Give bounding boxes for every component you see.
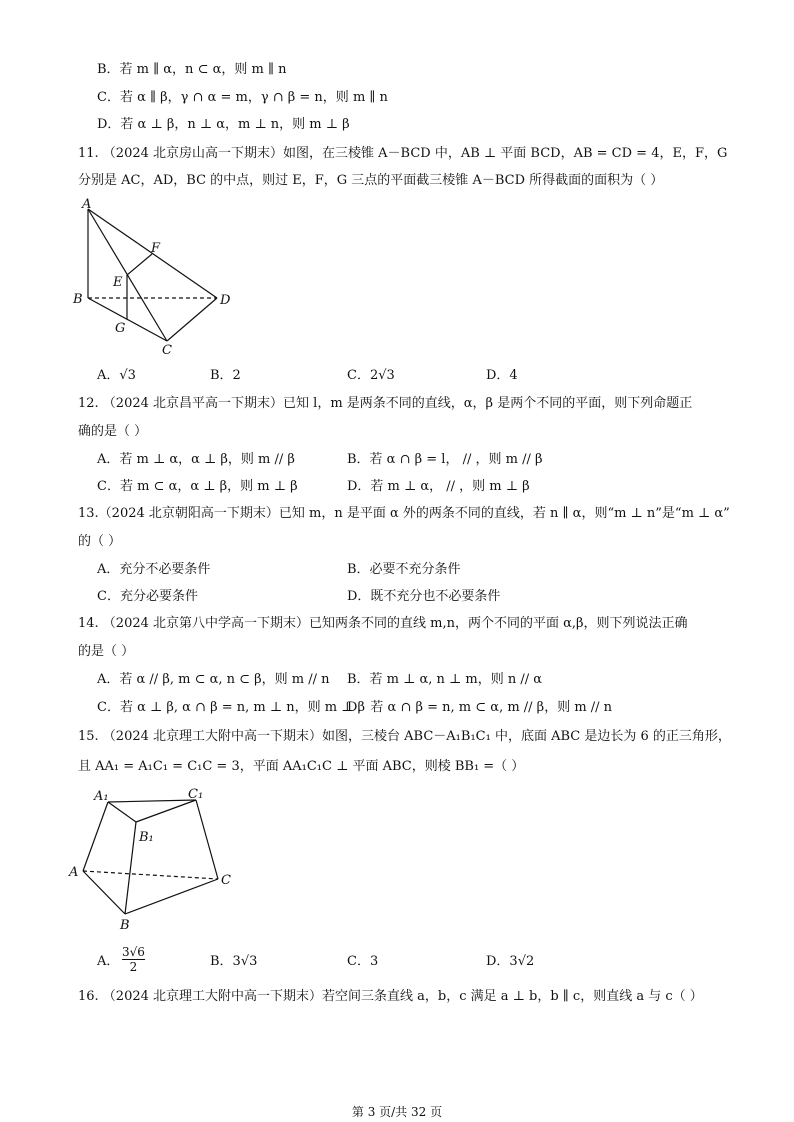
q13-option-a: A．充分不必要条件 — [97, 562, 211, 577]
q13-stem-line1: 13.（2024 北京朝阳高一下期末）已知 m，n 是平面 α 外的两条不同的直线，若 n ∥ α，则“m ⊥ n”是“m ⊥ α” — [78, 506, 730, 521]
q15-option-d: D．3√2 — [486, 954, 535, 969]
fraction-numerator: 3√6 — [122, 945, 145, 959]
q13-stem-line2: 的（ ） — [78, 534, 122, 549]
q11-stem-line1: 11. （2024 北京房山高一下期末）如图，在三棱锥 A－BCD 中，AB ⊥ 平面 BCD，AB = CD = 4，E，F，G — [78, 146, 728, 161]
q12-stem-line1: 12. （2024 北京昌平高一下期末）已知 l，m 是两条不同的直线，α，β 是两个不同的平面，则下列命题正 — [78, 396, 693, 411]
label-c: C — [162, 343, 172, 358]
q14-option-c: C．若 α ⊥ β, α ∩ β = n, m ⊥ n，则 m ⊥ β — [97, 700, 366, 715]
q10-option-d: D．若 α ⊥ β，n ⊥ α，m ⊥ n，则 m ⊥ β — [97, 117, 350, 132]
label-a1: A₁ — [94, 789, 109, 804]
label-d: D — [220, 293, 231, 308]
q12-option-d: D．若 m ⊥ α， // ，则 m ⊥ β — [347, 479, 530, 494]
q15-stem-line1: 15. （2024 北京理工大附中高一下期末）如图，三棱台 ABC－A₁B₁C₁ 中，底面 ABC 是边长为 6 的正三角形， — [78, 729, 731, 744]
q12-stem-line2: 确的是（ ） — [78, 424, 148, 439]
q13-option-b: B．必要不充分条件 — [347, 562, 461, 577]
edge-bc — [125, 879, 218, 914]
q12-option-a: A．若 m ⊥ α，α ⊥ β，则 m // β — [97, 452, 295, 467]
q15-option-a-label: A． — [97, 954, 120, 969]
edge-cd — [167, 298, 217, 341]
q14-option-b: B．若 m ⊥ α, n ⊥ m，则 n // α — [347, 672, 543, 687]
edge-b1c1 — [136, 800, 196, 822]
q15-stem-line2: 且 AA₁ = A₁C₁ = C₁C = 3，平面 AA₁C₁C ⊥ 平面 ABC，则棱 BB₁ =（ ） — [78, 759, 525, 774]
q14-option-d: D．若 α ∩ β = n, m ⊂ α, m // β，则 m // n — [347, 700, 613, 715]
q10-option-b: B．若 m ∥ α，n ⊂ α，则 m ∥ n — [97, 62, 287, 77]
label-g: G — [115, 321, 126, 336]
edge-aa1 — [83, 802, 108, 871]
label-a: A — [82, 197, 92, 212]
q14-stem-line1: 14. （2024 北京第八中学高一下期末）已知两条不同的直线 m,n，两个不同的平面 α,β，则下列说法正确 — [78, 616, 688, 631]
q13-option-d: D．既不充分也不必要条件 — [347, 589, 501, 604]
q16-stem-line1: 16. （2024 北京理工大附中高一下期末）若空间三条直线 a，b，c 满足 a ⊥ b，b ∥ c，则直线 a 与 c（ ） — [78, 989, 703, 1004]
label-b: B — [120, 918, 130, 933]
edge-ab — [83, 871, 125, 914]
q11-option-a: A．√3 — [97, 368, 136, 383]
q15-option-a-fraction — [122, 945, 145, 974]
edge-a1b1 — [108, 802, 136, 822]
label-b1: B₁ — [139, 830, 154, 845]
q11-option-c: C．2√3 — [347, 368, 395, 383]
label-c1: C₁ — [188, 787, 204, 802]
q14-stem-line2: 的是（ ） — [78, 644, 135, 659]
label-c: C — [221, 873, 231, 888]
label-b: B — [73, 292, 83, 307]
q11-option-b: B．2 — [210, 368, 241, 383]
label-f: F — [151, 241, 161, 256]
label-a: A — [69, 865, 79, 880]
fraction-denominator: 2 — [122, 959, 145, 974]
edge-ac-hidden — [83, 871, 218, 879]
q11-option-d: D．4 — [486, 368, 518, 383]
q11-stem-line2: 分别是 AC，AD，BC 的中点，则过 E，F，G 三点的平面截三棱锥 A－BCD 所得截面的面积为（ ） — [78, 173, 664, 188]
q15-option-b: B．3√3 — [210, 954, 258, 969]
edge-bb1 — [125, 822, 136, 914]
label-e: E — [113, 275, 123, 290]
q14-option-a: A．若 α // β, m ⊂ α, n ⊂ β，则 m // n — [97, 672, 330, 687]
q15-frustum-figure — [66, 785, 246, 935]
q10-option-c: C．若 α ∥ β，γ ∩ α = m，γ ∩ β = n，则 m ∥ n — [97, 90, 388, 105]
q15-option-c: C．3 — [347, 954, 379, 969]
q13-option-c: C．充分必要条件 — [97, 589, 198, 604]
edge-cc1 — [196, 800, 218, 879]
q12-option-c: C．若 m ⊂ α，α ⊥ β，则 m ⊥ β — [97, 479, 298, 494]
edge-a1c1 — [108, 800, 196, 802]
q12-option-b: B．若 α ∩ β = l， // ，则 m // β — [347, 452, 543, 467]
q11-tetrahedron-figure — [70, 195, 250, 360]
page-footer: 第 3 页/共 32 页 — [351, 1105, 443, 1119]
segment-ef — [127, 254, 152, 275]
